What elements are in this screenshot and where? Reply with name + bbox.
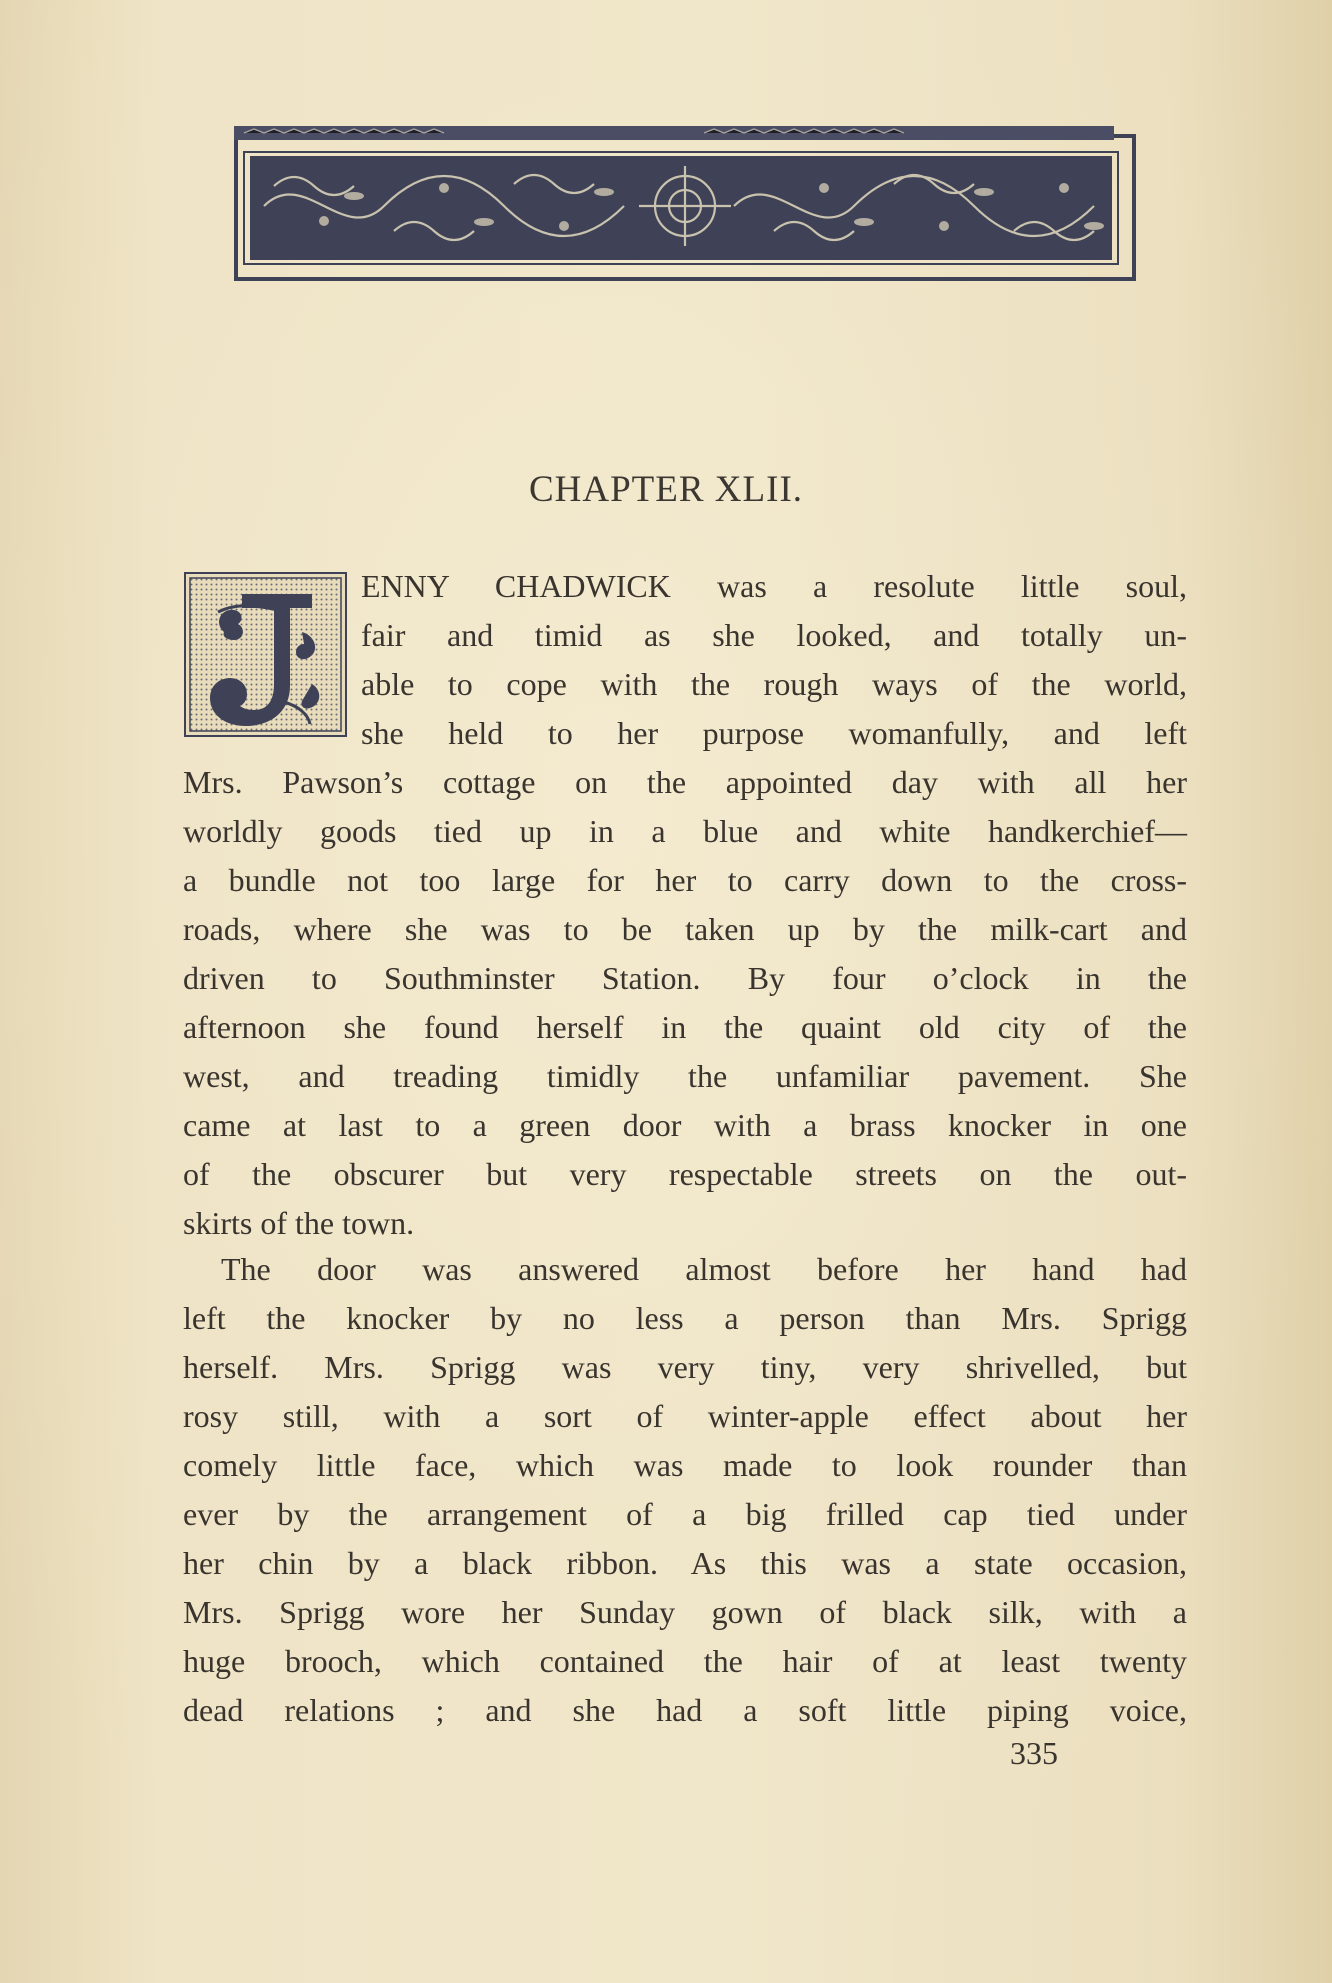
text-line: she held to her purpose womanfully, and left: [361, 715, 1187, 751]
text-line: worldly goods tied up in a blue and white handkerchief—: [183, 813, 1187, 849]
floral-headpiece-ornament: [234, 126, 1137, 283]
text-line: left the knocker by no less a person than Mrs. Sprigg: [183, 1300, 1187, 1336]
text-line-indented: The door was answered almost before her hand had: [221, 1251, 1187, 1287]
text-line: roads, where she was to be taken up by the milk-cart and: [183, 911, 1187, 947]
text-line: fair and timid as she looked, and totally un-: [361, 617, 1187, 653]
decorated-initial-icon: [184, 572, 347, 737]
text-line: came at last to a green door with a brass knocker in one: [183, 1107, 1187, 1143]
paragraph-1: [183, 758, 1187, 1248]
text-line: of the obscurer but very respectable streets on the out-: [183, 1156, 1187, 1192]
text-line: dead relations ; and she had a soft little piping voice,: [183, 1692, 1187, 1728]
paragraph-2: [183, 1245, 1187, 1735]
text-line: afternoon she found herself in the quaint old city of the: [183, 1009, 1187, 1045]
opening-lines-beside-initial: [361, 562, 1187, 758]
text-line: west, and treading timidly the unfamiliar pavement. She: [183, 1058, 1187, 1094]
chapter-title: CHAPTER XLII.: [528, 469, 804, 510]
text-line: able to cope with the rough ways of the world,: [361, 666, 1187, 702]
text-line: driven to Southminster Station. By four o’clock in the: [183, 960, 1187, 996]
text-line: Mrs. Pawson’s cottage on the appointed day with all her: [183, 764, 1187, 800]
text-line: comely little face, which was made to look rounder than: [183, 1447, 1187, 1483]
text-line: rosy still, with a sort of winter-apple effect about her: [183, 1398, 1187, 1434]
text-line: herself. Mrs. Sprigg was very tiny, very shrivelled, but: [183, 1349, 1187, 1385]
text-line-last: skirts of the town.: [183, 1205, 415, 1241]
text-line: ever by the arrangement of a big frilled cap tied under: [183, 1496, 1187, 1532]
text-line: a bundle not too large for her to carry down to the cross-: [183, 862, 1187, 898]
text-line: huge brooch, which contained the hair of at least twenty: [183, 1643, 1187, 1679]
text-line: Mrs. Sprigg wore her Sunday gown of black silk, with a: [183, 1594, 1187, 1630]
page-number: 335: [1010, 1735, 1058, 1771]
text-line: her chin by a black ribbon. As this was a state occasion,: [183, 1545, 1187, 1581]
text-line: ENNY CHADWICK was a resolute little soul,: [361, 568, 1187, 604]
